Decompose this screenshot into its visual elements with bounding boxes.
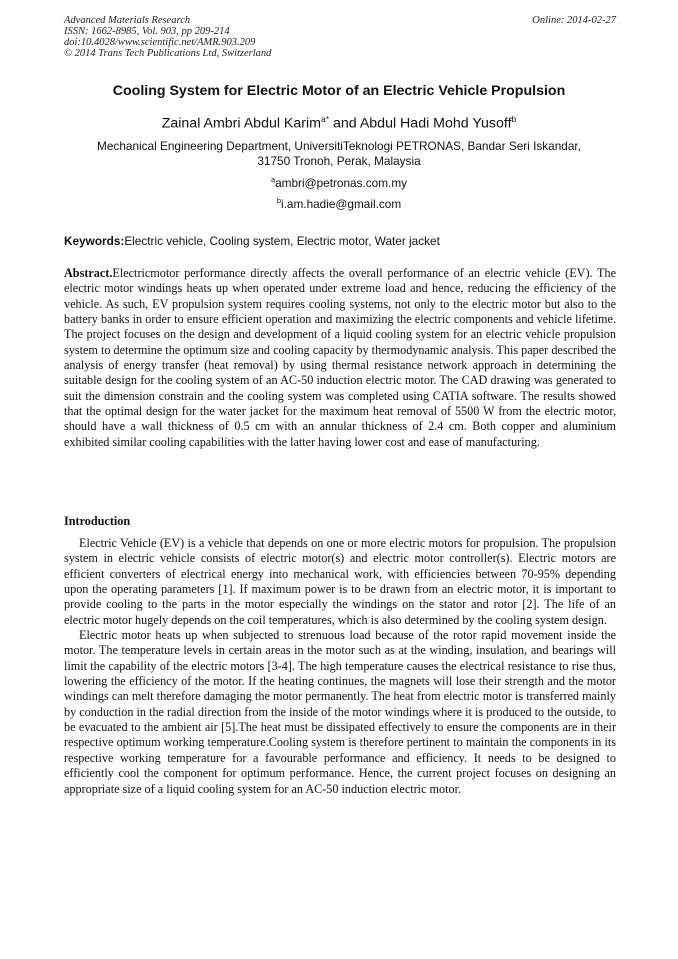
abstract-label: Abstract. [64, 266, 113, 280]
keywords-label: Keywords: [64, 234, 125, 248]
introduction-body [64, 536, 616, 797]
doi-line: doi:10.4028/www.scientific.net/AMR.903.209 [64, 37, 256, 48]
email-a-marker: a [270, 175, 276, 184]
introduction-paragraph-1: Electric Vehicle (EV) is a vehicle that depends on one or more electric motors for propulsion. The propulsion system in electric vehicle consists of electric motor(s) and electric motor controller(s). Electric motors are efficient converters of electrical energy into mechanical work, with efficiencies between 70-95% depending upon the operating parameters [1]. If maximum power is to be drawn from an electric motor, it is important to provide cooling to the parts in the motor especially the windings on the stator and rotor [2]. The life of an electric motor hugely depends on the coil temperatures, which is also determined by the cooling system design. [64, 536, 616, 627]
email-a: ambri@petronas.com.my [275, 175, 408, 190]
author-line [40, 114, 638, 132]
keywords-text: Electric vehicle, Cooling system, Electric motor, Water jacket [124, 234, 440, 248]
author-1-marker: a* [321, 114, 330, 124]
author-2: Abdul Hadi Mohd Yusoff [359, 115, 512, 132]
introduction-paragraph-2: Electric motor heats up when subjected to strenuous load because of the rotor rapid movement inside the motor. The temperature levels in certain areas in the motor such as at the winding, insulation, and bearings will limit the capability of the electric motors [3-4]. The high temperature causes the electrical resistance to rise thus, lowering the efficiency of the motor. If the heating continues, the magnets will lose their strength and the motor windings can melt therefore damaging the motor permanently. The heat from electric motor is transferred mainly by conduction in the radial direction from the inside of the motor windings where it is produced to the outside, to be evacuated to the ambient air [5].The heat must be dissipated effectively to ensure the components are in their respective optimum working temperature.Cooling system is therefore pertinent to maintain the components in its respective working temperature for a favourable performance and efficiency. It needs to be designed to efficiently cool the component for optimum performance. Hence, the current project focuses on designing an appropriate size of a liquid cooling system for an AC-50 induction electric motor. [64, 628, 616, 796]
copyright-line: © 2014 Trans Tech Publications Ltd, Switzerland [64, 48, 272, 59]
journal-name: Advanced Materials Research [64, 15, 191, 26]
affiliation-line-1: Mechanical Engineering Department, UniversitiTeknologi PETRONAS, Bandar Seri Iskandar, [97, 139, 581, 153]
email-b-marker: b [276, 196, 281, 205]
affiliation-line-2: 31750 Tronoh, Perak, Malaysia [257, 154, 421, 168]
author-1: Zainal Ambri Abdul Karim [161, 115, 321, 132]
author-2-marker: b [511, 114, 517, 124]
affiliation [70, 139, 608, 169]
journal-header [64, 15, 616, 59]
email-b: i.am.hadie@gmail.com [281, 196, 402, 211]
abstract-text: Electricmotor performance directly affects the overall performance of an electric vehicle (EV). The electric motor windings heats up when operated under extreme load and hence, reducing the efficiency of the vehicle. As such, EV propulsion system requires cooling systems, not only to the electric motor but also to the battery banks in order to ensure efficient operation and maximizing the electric components and vehicle lifetime. The project focuses on the design and development of a liquid cooling system for an electric vehicle propulsion system to determine the optimum size and cooling capacity by thermodynamic analysis. This paper described the analysis of energy transfer (heat removal) by using thermal resistance network approach in determining the suitable design for the cooling system of an AC-50 induction electric motor. The CAD drawing was generated to suit the dimension constrain and the cooling system was completed using CATIA software. The results showed that the optimal design for the water jacket for the maximum heat removal of 5500 W from the electric motor, should have a wall thickness of 0.5 cm with an annular thickness of 2.4 cm. Both copper and aluminium exhibited similar cooling capabilities with the latter having lower cost and ease of manufacturing. [64, 266, 616, 449]
issn-line: ISSN: 1662-8985, Vol. 903, pp 209-214 [64, 26, 230, 37]
email-a-line [40, 175, 638, 190]
paper-title: Cooling System for Electric Motor of an Electric Vehicle Propulsion [112, 83, 566, 99]
keywords [64, 234, 616, 248]
email-b-line [40, 196, 638, 211]
author-connector: and [329, 115, 360, 132]
online-date: Online: 2014-02-27 [532, 15, 616, 26]
section-heading-introduction: Introduction [64, 514, 131, 528]
abstract [64, 266, 616, 450]
